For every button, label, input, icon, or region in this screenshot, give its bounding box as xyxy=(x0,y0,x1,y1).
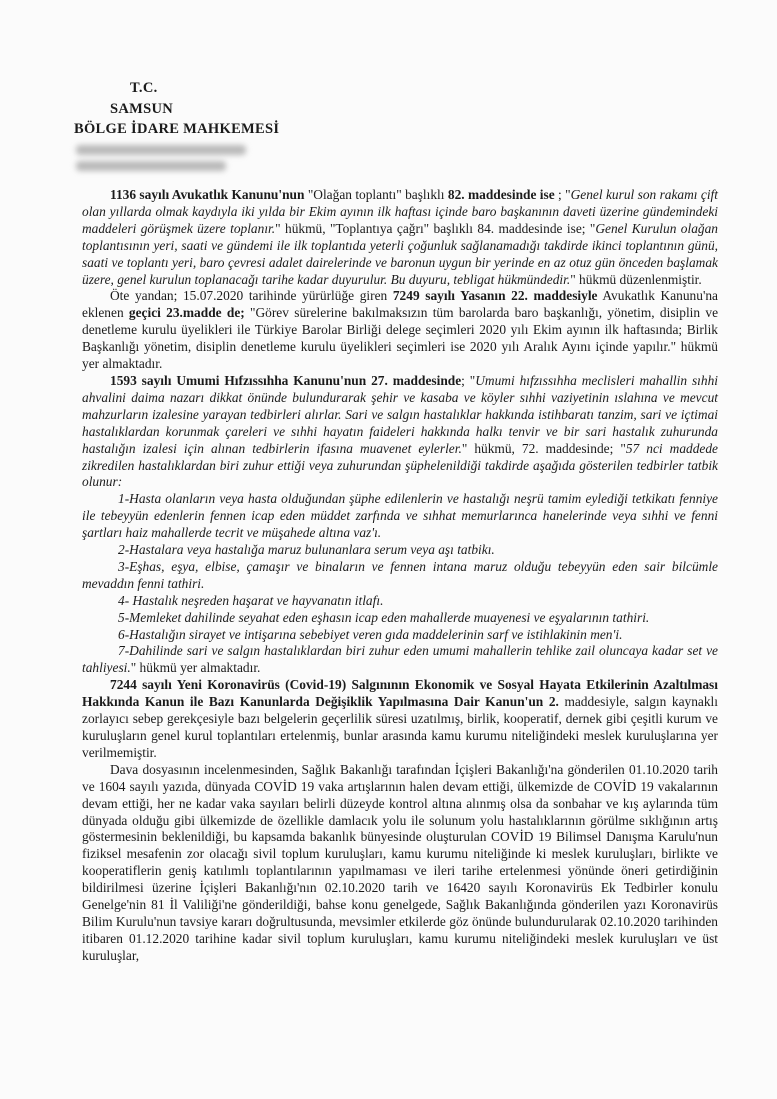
paragraph-avukatlik-82: 1136 sayılı Avukatlık Kanunu'nun "Olağan toplantı" başlıklı 82. maddesinde ise ; "Genel kurul son rakamı çift olan yıllarda olmak kaydıyla iki yılda bir Ekim ayının ilk haftası içinde baro başkanının daveti üzerine gündemindeki maddeleri görüşmek üzere toplanır." hükmü, "Toplantıya çağrı" başlıklı 84. maddesinde ise; "Genel Kurulun olağan toplantısının yeri, saati ve gündemi ile ilk toplantıda yeterli çoğunluk sağlanamadığı takdirde ikinci toplantının günü, saati ve toplantı yeri, baro çevresi adalet dairelerinde ve baronun uygun bir yerinde en az otuz gün önceden başlamak üzere, genel kurulun toplanacağı tarihe kadar duyurulur. Bu duyuru, tebligat hükmündedir." hükmü düzenlenmiştir. xyxy=(82,187,718,287)
list-item: 6-Hastalığın sirayet ve intişarına sebebiyet veren gıda maddelerinin sarf ve istihlakinin men'i. xyxy=(118,626,623,642)
paragraph-1593: 1593 sayılı Umumi Hıfzıssıhha Kanunu'nun 27. maddesinde; "Umumi hıfzıssıhha meclisleri mahallin sıhhi ahvalini daima nazarı dikkat önünde bulundurarak şehir ve kasaba ve köyler sıhhi vaziyetinin ıslahına ve mevcut mahzurların izalesine yarayan tedbirleri alırlar. Sari ve salgın hastalıklar hakkında istihbaratı tanzim, sari ve içtimai hastalıklardan korunmak çareleri ve sıhhi hayatın faideleri hakkında halkı tenvir ve bir sari hastalık zuhurunda hastalığın izalesi için alınan tedbirlerin ifasına muavenet eylerler." hükmü, 72. maddesinde; "57 nci maddede zikredilen hastalıklardan biri zuhur ettiği veya zuhurundan şüphelenildiği takdirde aşağıda gösterilen tedbirler tatbik olunur: xyxy=(82,372,718,490)
document-body xyxy=(82,187,718,965)
list-item: 3-Eşhas, eşya, elbise, çamaşır ve binaların ve fennen intana maruz olduğu tebeyyün eden sair bilcümle mevaddın fenni tathiri. xyxy=(82,558,718,591)
paragraph-7244: 7244 sayılı Yeni Koronavirüs (Covid-19) Salgınının Ekonomik ve Sosyal Hayata Etkilerinin Azaltılması Hakkında Kanun ile Bazı Kanunlarda Değişiklik Yapılmasına Dair Kanun'un 2. maddesiyle, salgın kaynaklı zorlayıcı sebep gerekçesiyle bazı belgelerin geçerlilik süresi uzatılmış, birlik, kooperatif, dernek gibi çeşitli kurum ve kuruluşların genel kurul toplantıları ertelenmiş, bunlar arasında kamu kurumu niteliğindeki meslek kuruluşlarına yer verilmemiştir. xyxy=(82,677,718,760)
header-court: BÖLGE İDARE MAHKEMESİ xyxy=(74,121,280,137)
list-item: 7-Dahilinde sari ve salgın hastalıklardan biri zuhur eden umumi mahallerin tehlike zail oluncaya kadar set ve tahliyesi." hükmü yer almaktadır. xyxy=(82,643,718,676)
list-item: 4- Hastalık neşreden haşarat ve hayvanatın itlafı. xyxy=(118,592,384,608)
redacted-line-2 xyxy=(76,161,226,171)
header-tc: T.C. xyxy=(130,80,158,96)
redacted-line-1 xyxy=(76,145,246,155)
paragraph-dava-dosyasi: Dava dosyasının incelenmesinden, Sağlık Bakanlığı tarafından İçişleri Bakanlığı'na gönderilen 01.10.2020 tarih ve 1604 sayılı yazıda, dünyada COVİD 19 vaka artışlarının halen devam ettiği, ülkemizde de COVİD 19 vakalarının devam ettiği, her ne kadar vaka sayıları belirli düzeyde kontrol altına alınmış olsa da sonbahar ve kış aylarında tüm dünyada olduğu gibi ülkemizde de özellikle damlacık yolu ile solunum yolu hastalıklarının görülme sıklığının artış göstermesinin beklenildiği, bu kapsamda bakanlık bünyesinde oluşturulan COVİD 19 Bilimsel Danışma Karulu'nun fiziksel mesafenin zor olacağı sivil toplum kuruluşları, kamu kurumu niteliğinde ki meslek kuruluşları, birlikte ve kooperatiflerin geniş katılımlı toplantılarının yapılmaması ve ileri tarihe ertelenmesi yönünde öneri getirdiğinin bildirilmesi üzerine İçişleri Bakanlığı'nın 02.10.2020 tarih ve 16420 sayılı Koronavirüs Ek Tedbirler konulu Genelge'nin 81 İl Valiliği'ne gönderildiği, bahse konu genelgede, Sağlık Bakanlığında gönderilen yazı Koronavirüs Bilim Kurulu'nun tavsiye kararı doğrultusunda, mevsimler etkilerde göz önünde bulundurularak 02.10.2020 tarihinden itibaren 01.12.2020 tarihine kadar sivil toplum kuruluşları, kamu kurumu niteliğindeki meslek kuruluşları ve üst kuruluşlar, xyxy=(82,761,718,963)
list-item: 1-Hasta olanların veya hasta olduğundan şüphe edilenlerin ve hastalığı neşrü tamim eylediği tetkikatı fenniye ile tebeyyün edenlerin fennen icap eden müddet zarfında ve sıhhat memurlarınca hanelerinde veya sıhhi ve fenni şartları haiz mahallerde tecrit ve müşahede altına vaz'ı. xyxy=(82,491,718,541)
header-city: SAMSUN xyxy=(110,101,174,117)
ref-1136: 1136 sayılı Avukatlık Kanunu'nun xyxy=(110,187,305,202)
list-item: 2-Hastalara veya hastalığa maruz bulunanlara serum veya aşı tatbikı. xyxy=(118,542,495,558)
list-item: 5-Memleket dahilinde seyahat eden eşhasın icap eden mahallerde muayenesi ve eşyalarının tathiri. xyxy=(118,609,650,625)
paragraph-7249: Öte yandan; 15.07.2020 tarihinde yürürlüğe giren 7249 sayılı Yasanın 22. maddesiyle Avukatlık Kanunu'na eklenen geçici 23.madde de; "Görev sürelerine bakılmaksızın tüm barolarda baro başkanlığı, yönetim, disiplin ve denetleme kurulu üyelikleri ile Türkiye Barolar Birliği delege seçimleri 2020 yılı Ekim ayının ilk haftasında; Birlik Başkanlığı yönetim, disiplin denetleme kurulu üyelikleri seçimleri ise 2020 yılı Aralık Ayını içinde yapılır." hükmü yer almaktadır. xyxy=(82,288,719,372)
